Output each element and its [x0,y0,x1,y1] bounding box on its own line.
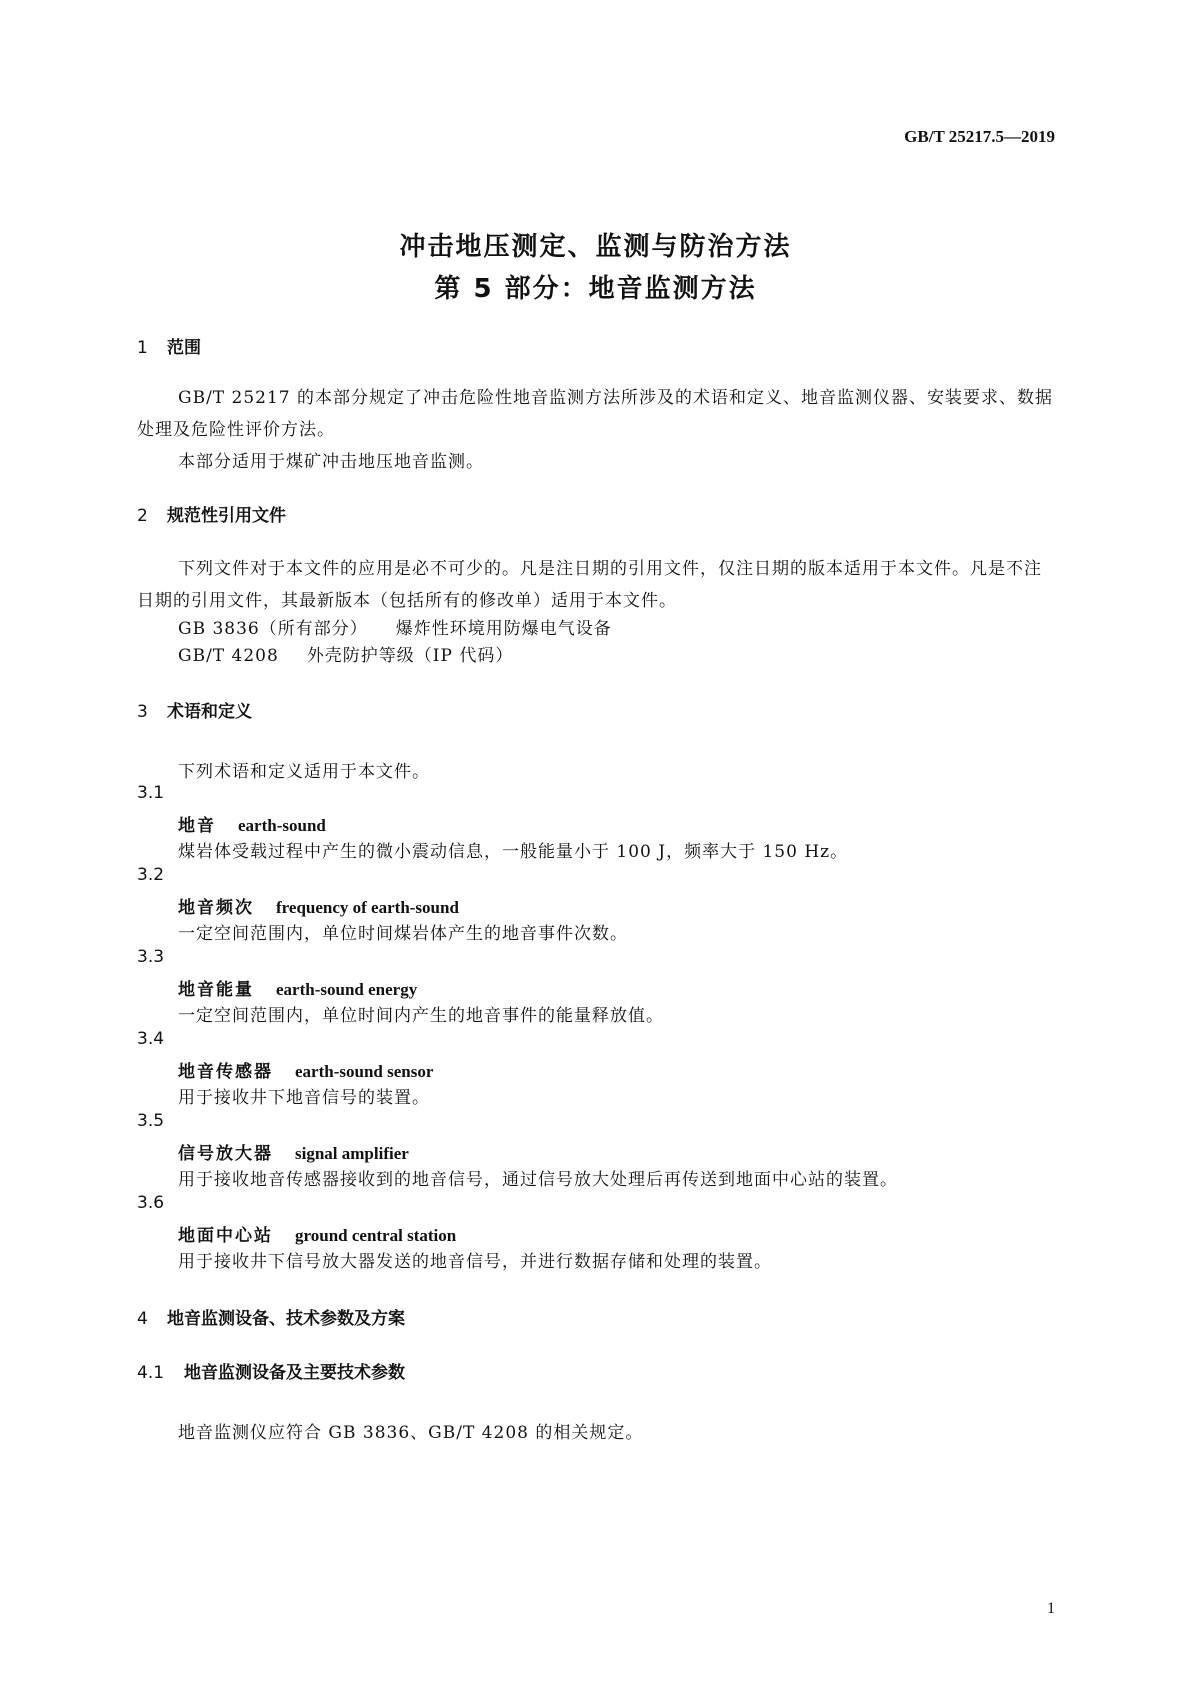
term-english: earth-sound energy [276,980,418,999]
term-number: 3.1 [137,783,165,803]
term-english: frequency of earth-sound [276,898,459,917]
section-number: 4 [137,1309,148,1329]
subsection-title: 地音监测设备及主要技术参数 [184,1363,405,1383]
section-2-heading [137,501,286,526]
section-4-heading [137,1304,405,1329]
term-entry [178,811,326,836]
term-number: 3.4 [137,1029,165,1049]
section-title: 范围 [167,338,201,358]
term-definition: 一定空间范围内，单位时间煤岩体产生的地音事件次数。 [178,924,628,944]
document-title-line1: 冲击地压测定、监测与防治方法 [399,232,792,262]
term-english: earth-sound sensor [295,1062,434,1081]
section-1-heading [137,333,201,358]
subsection-number: 4.1 [137,1363,165,1383]
term-english: signal amplifier [295,1144,409,1163]
section-3-heading [137,697,252,722]
section-1-paragraph-2: 本部分适用于煤矿冲击地压地音监测。 [178,452,484,472]
term-chinese: 地音频次 [178,898,254,918]
normative-reference [178,641,513,666]
term-definition: 用于接收地音传感器接收到的地音信号，通过信号放大处理后再传送到地面中心站的装置。 [178,1170,898,1190]
term-number: 3.5 [137,1111,165,1131]
term-entry [178,975,417,1000]
term-definition: 一定空间范围内，单位时间内产生的地音事件的能量释放值。 [178,1006,664,1026]
term-chinese: 信号放大器 [178,1144,273,1164]
reference-name: 爆炸性环境用防爆电气设备 [395,619,612,639]
term-english: earth-sound [238,816,326,835]
section-3-intro: 下列术语和定义适用于本文件。 [178,762,430,782]
reference-name: 外壳防护等级（IP 代码） [306,646,514,666]
term-chinese: 地音 [178,816,216,836]
section-number: 2 [137,506,148,526]
section-number: 1 [137,338,148,358]
section-number: 3 [137,702,148,722]
section-title: 规范性引用文件 [167,506,286,526]
term-entry [178,893,459,918]
term-definition: 煤岩体受载过程中产生的微小震动信息，一般能量小于 100 J，频率大于 150 Hz。 [178,842,849,862]
term-number: 3.6 [137,1193,165,1213]
term-chinese: 地面中心站 [178,1226,273,1246]
subsection-4-1-heading [137,1358,405,1383]
subsection-4-1-paragraph: 地音监测仪应符合 GB 3836、GB/T 4208 的相关规定。 [178,1423,644,1443]
section-title: 术语和定义 [167,702,252,722]
term-number: 3.2 [137,865,165,885]
term-entry [178,1139,409,1164]
page-number: 1 [1047,1600,1055,1617]
reference-code: GB/T 4208 [178,646,279,666]
reference-code: GB 3836（所有部分） [178,619,368,639]
term-definition: 用于接收井下地音信号的装置。 [178,1088,430,1108]
term-chinese: 地音能量 [178,980,254,1000]
document-title-line2: 第 5 部分：地音监测方法 [434,274,757,304]
section-2-paragraph-1: 下列文件对于本文件的应用是必不可少的。凡是注日期的引用文件，仅注日期的版本适用于本文件。凡是不注日期的引用文件，其最新版本（包括所有的修改单）适用于本文件。 [137,559,1042,611]
term-entry [178,1057,433,1082]
term-definition: 用于接收井下信号放大器发送的地音信号，并进行数据存储和处理的装置。 [178,1252,772,1272]
normative-reference [178,614,612,639]
standard-code: GB/T 25217.5—2019 [904,127,1055,146]
term-entry [178,1221,456,1246]
term-chinese: 地音传感器 [178,1062,273,1082]
section-title: 地音监测设备、技术参数及方案 [167,1309,405,1329]
section-1-paragraph-1: GB/T 25217 的本部分规定了冲击危险性地音监测方法所涉及的术语和定义、地音监测仪器、安装要求、数据处理及危险性评价方法。 [137,388,1054,440]
term-number: 3.3 [137,947,165,967]
term-english: ground central station [295,1226,457,1245]
